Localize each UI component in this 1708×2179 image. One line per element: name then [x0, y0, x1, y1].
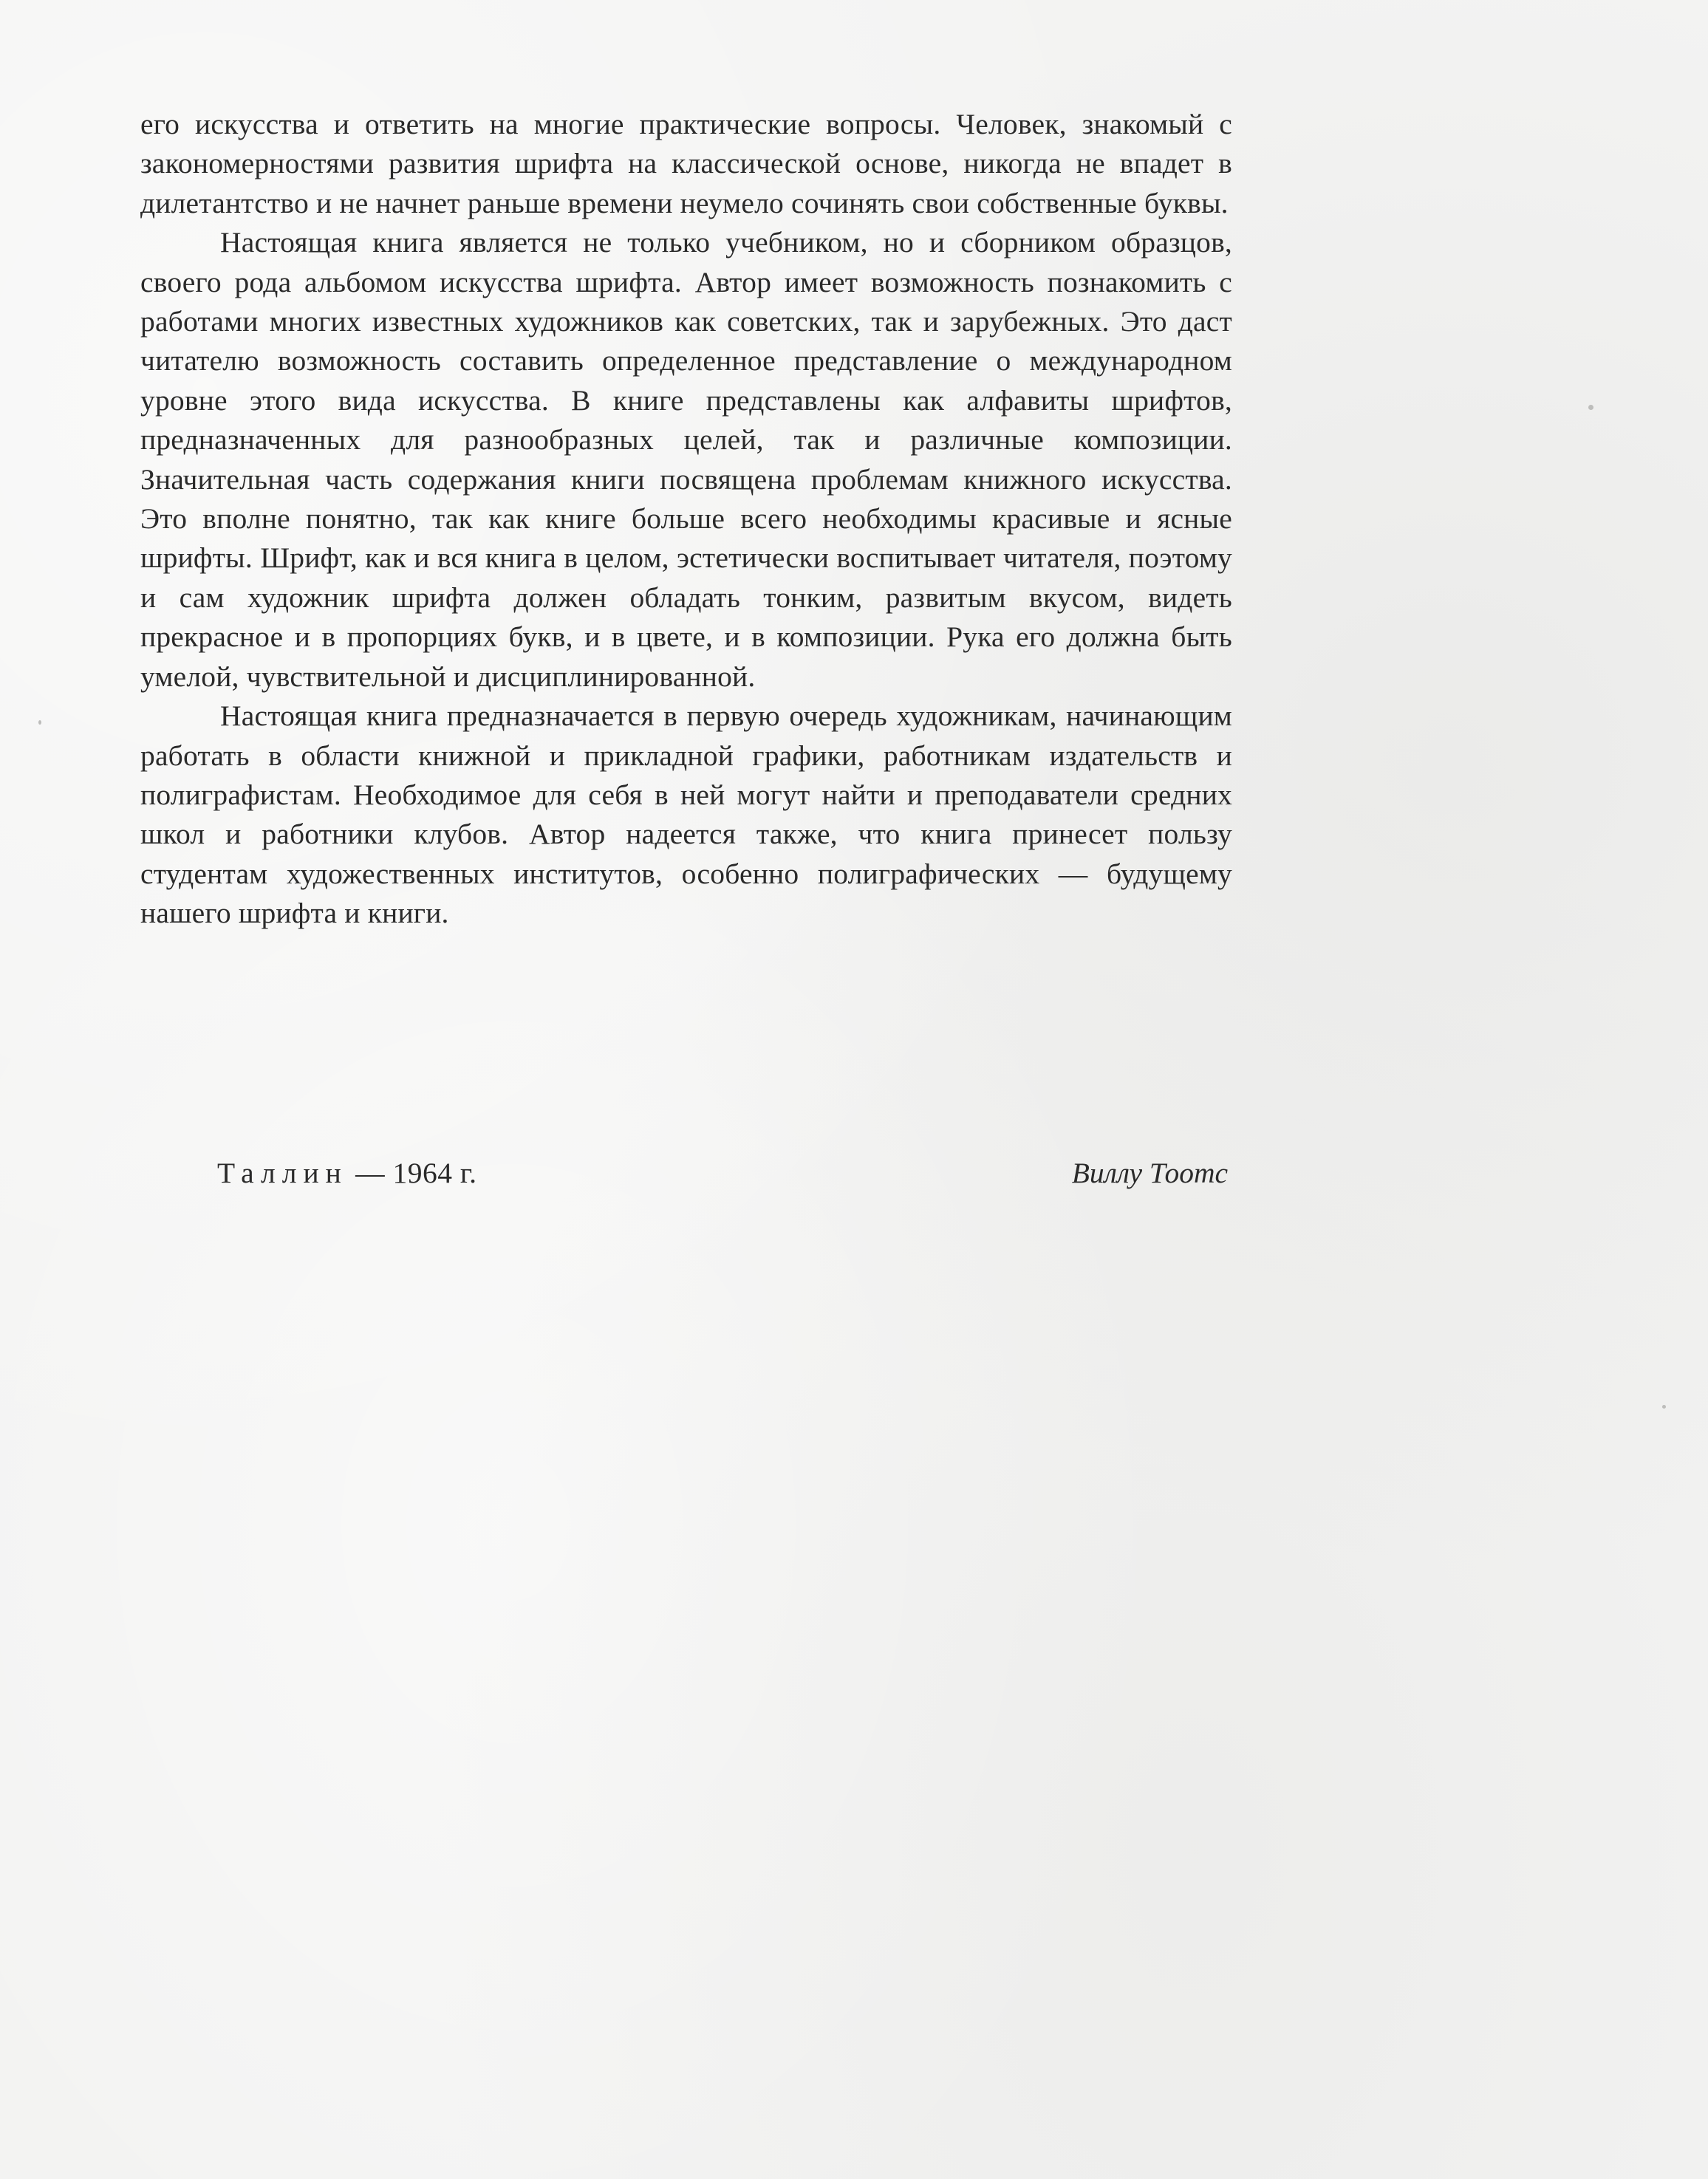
author-name: Виллу Тоотс	[1071, 1157, 1228, 1189]
scan-speck	[38, 720, 41, 725]
signature-line	[140, 1154, 1232, 1198]
paragraph-3: Настоящая книга предназначается в первую очередь художникам, начинающим работать в области книжной и прикладной графики, работникам издательств и полиграфистам. Необходимое для себя в ней могут найти и преподаватели средних школ и работники клубов. Автор надеется также, что книга принесет пользу студентам художественных институтов, особенно полиграфических — будущему нашего шрифта и книги.	[140, 699, 1232, 930]
body-text	[140, 105, 1232, 934]
year: — 1964 г.	[355, 1157, 477, 1189]
place-and-date	[217, 1154, 476, 1193]
paragraph-2: Настоящая книга является не только учебником, но и сборником образцов, своего рода альбомом искусства шрифта. Автор имеет возможность познакомить с работами многих известных художников как советских, так и зарубежных. Это даст читателю возможность составить определенное представление о международном уровне этого вида искусства. В книге представлены как алфавиты шрифтов, предназначенных для разнообразных целей, так и различные композиции. Значительная часть содержания книги посвящена проблемам книжного искусства. Это вполне понятно, так как книге больше всего необходимы красивые и ясные шрифты. Шрифт, как и вся книга в целом, эстетически воспитывает читателя, поэтому и сам художник шрифта должен обладать тонким, развитым вкусом, видеть прекрасное и в пропорциях букв, и в цвете, и в композиции. Рука его должна быть умелой, чувствительной и дисциплинированной.	[140, 226, 1232, 693]
scan-speck	[1662, 1405, 1666, 1409]
paragraph-1: его искусства и ответить на многие практические вопросы. Человек, знакомый с закономерностями развития шрифта на классической основе, никогда не впадет в дилетантство и не начнет раньше времени неумело сочинять свои собственные буквы.	[140, 108, 1232, 219]
city-name: Таллин	[217, 1157, 348, 1189]
scan-speck	[1588, 405, 1593, 410]
